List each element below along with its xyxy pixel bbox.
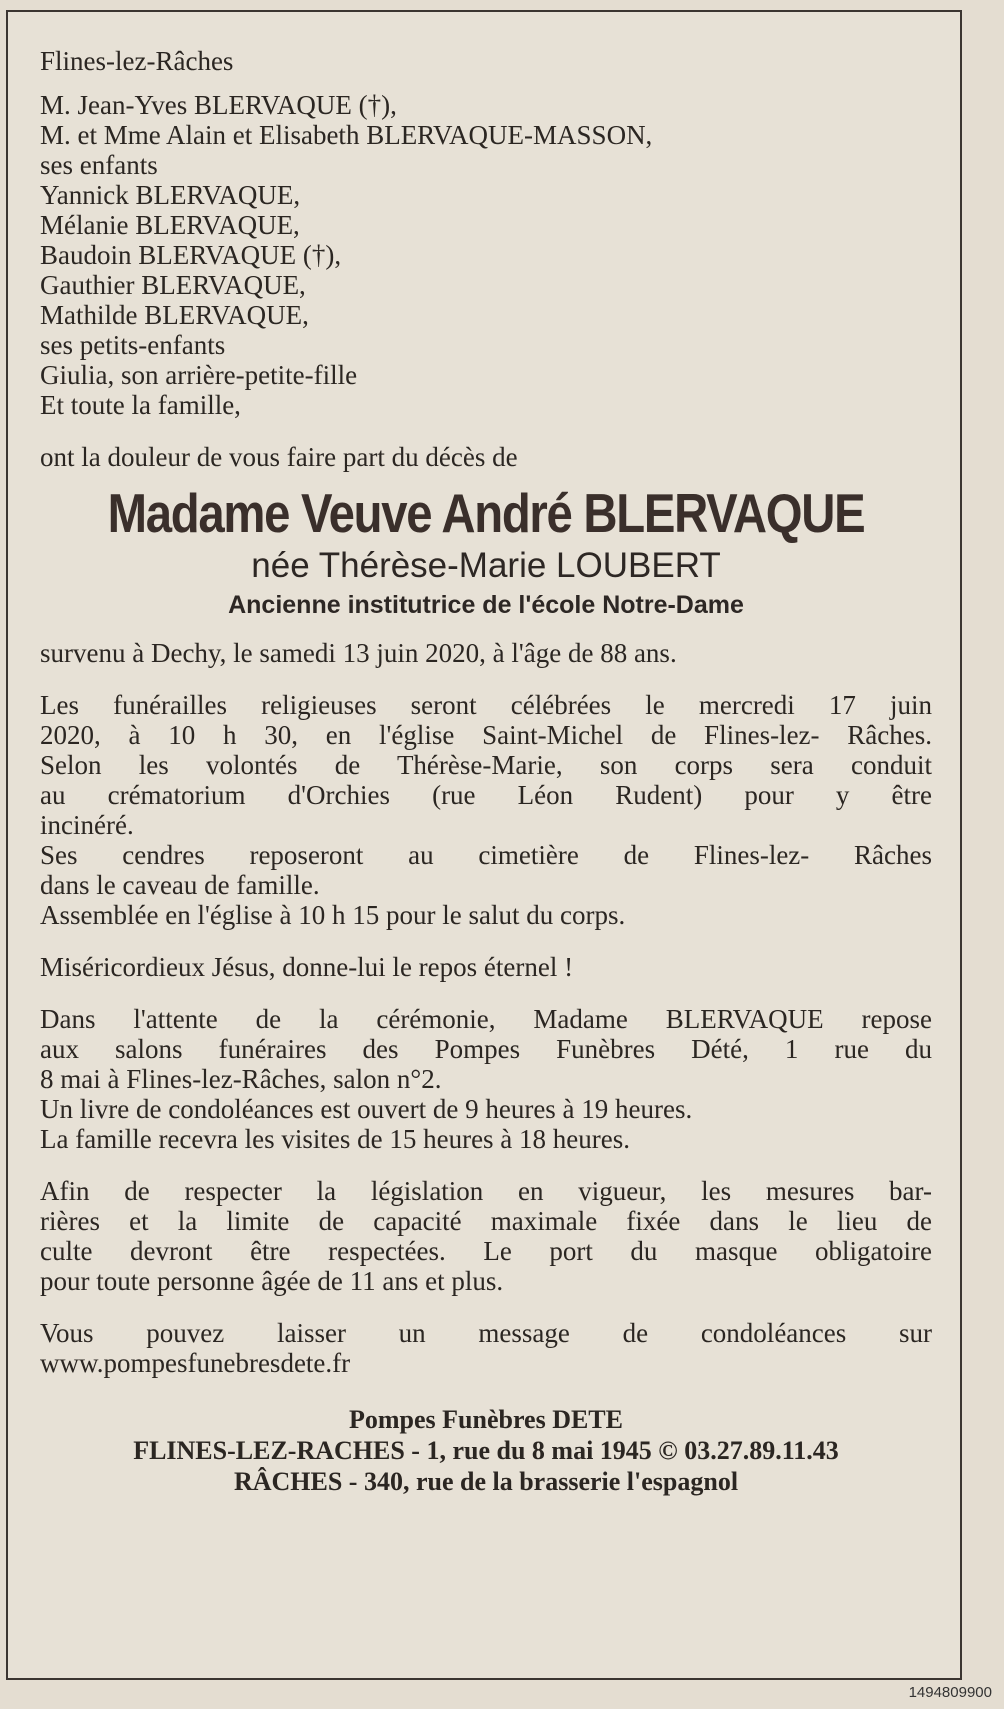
family-line: ses enfants bbox=[40, 150, 158, 180]
family-line: Et toute la famille, bbox=[40, 390, 241, 420]
prayer-text: Miséricordieux Jésus, donne-lui le repos éternel ! bbox=[40, 952, 574, 982]
reference-number: 1494809900 bbox=[908, 1684, 992, 1701]
website-link: www.pompesfunebresdete.fr bbox=[40, 1348, 351, 1378]
funeral-line: Assemblée en l'église à 10 h 15 pour le salut du corps. bbox=[40, 900, 626, 930]
visitation-line: 8 mai à Flines-lez-Râches, salon n°2. bbox=[40, 1064, 442, 1094]
funeral-line: Ses cendres reposeront au cimetière de Flines-lez- Râches bbox=[40, 840, 932, 870]
visitation-details bbox=[40, 1004, 932, 1154]
death-details: survenu à Dechy, le samedi 13 juin 2020, à l'âge de 88 ans. bbox=[40, 638, 677, 668]
rules-line: pour toute personne âgée de 11 ans et plus. bbox=[40, 1266, 504, 1296]
funeral-line: dans le caveau de famille. bbox=[40, 870, 320, 900]
obituary-notice bbox=[6, 10, 962, 1680]
rules-line: rières et la limite de capacité maximale fixée dans le lieu de bbox=[40, 1206, 932, 1236]
funeral-home-footer bbox=[40, 1404, 932, 1497]
family-list bbox=[40, 90, 932, 420]
funeral-line: incinéré. bbox=[40, 810, 134, 840]
deceased-maiden-name: née Thérèse-Marie LOUBERT bbox=[251, 546, 721, 585]
visitation-line: Dans l'attente de la cérémonie, Madame BLERVAQUE repose bbox=[40, 1004, 932, 1034]
funeral-line: Selon les volontés de Thérèse-Marie, son corps sera conduit bbox=[40, 750, 932, 780]
family-line: M. et Mme Alain et Elisabeth BLERVAQUE-MASSON, bbox=[40, 120, 653, 150]
online-condolences bbox=[40, 1318, 932, 1378]
funeral-line: au crématorium d'Orchies (rue Léon Rudent) pour y être bbox=[40, 780, 932, 810]
family-line: Mathilde BLERVAQUE, bbox=[40, 300, 309, 330]
footer-address-1: FLINES-LEZ-RACHES - 1, rue du 8 mai 1945 © 03.27.89.11.43 bbox=[133, 1436, 839, 1465]
funeral-line: Les funérailles religieuses seront célébrées le mercredi 17 juin bbox=[40, 690, 932, 720]
family-line: ses petits-enfants bbox=[40, 330, 226, 360]
family-line: M. Jean-Yves BLERVAQUE (†), bbox=[40, 90, 397, 120]
footer-company: Pompes Funèbres DETE bbox=[349, 1405, 623, 1434]
funeral-line: 2020, à 10 h 30, en l'église Saint-Michel de Flines-lez- Râches. bbox=[40, 720, 932, 750]
footer-address-2: RÂCHES - 340, rue de la brasserie l'espagnol bbox=[233, 1467, 739, 1496]
deceased-occupation: Ancienne institutrice de l'école Notre-Dame bbox=[228, 591, 744, 619]
place-heading: Flines-lez-Râches bbox=[40, 46, 234, 76]
announcement-text: ont la douleur de vous faire part du décès de bbox=[40, 442, 518, 472]
online-line: Vous pouvez laisser un message de condoléances sur bbox=[40, 1318, 932, 1348]
family-line: Baudoin BLERVAQUE (†), bbox=[40, 240, 342, 270]
family-line: Gauthier BLERVAQUE, bbox=[40, 270, 306, 300]
rules-line: Afin de respecter la législation en vigueur, les mesures bar- bbox=[40, 1176, 932, 1206]
deceased-name: Madame Veuve André BLERVAQUE bbox=[107, 482, 865, 544]
family-line: Giulia, son arrière-petite-fille bbox=[40, 360, 358, 390]
funeral-details bbox=[40, 690, 932, 930]
rules-line: culte devront être respectées. Le port du masque obligatoire bbox=[40, 1236, 932, 1266]
visitation-line: aux salons funéraires des Pompes Funèbres Dété, 1 rue du bbox=[40, 1034, 932, 1064]
visitation-line: Un livre de condoléances est ouvert de 9 heures à 19 heures. bbox=[40, 1094, 693, 1124]
health-rules bbox=[40, 1176, 932, 1296]
family-line: Yannick BLERVAQUE, bbox=[40, 180, 301, 210]
family-line: Mélanie BLERVAQUE, bbox=[40, 210, 300, 240]
visitation-line: La famille recevra les visites de 15 heures à 18 heures. bbox=[40, 1124, 631, 1154]
notice-content bbox=[40, 46, 932, 1497]
